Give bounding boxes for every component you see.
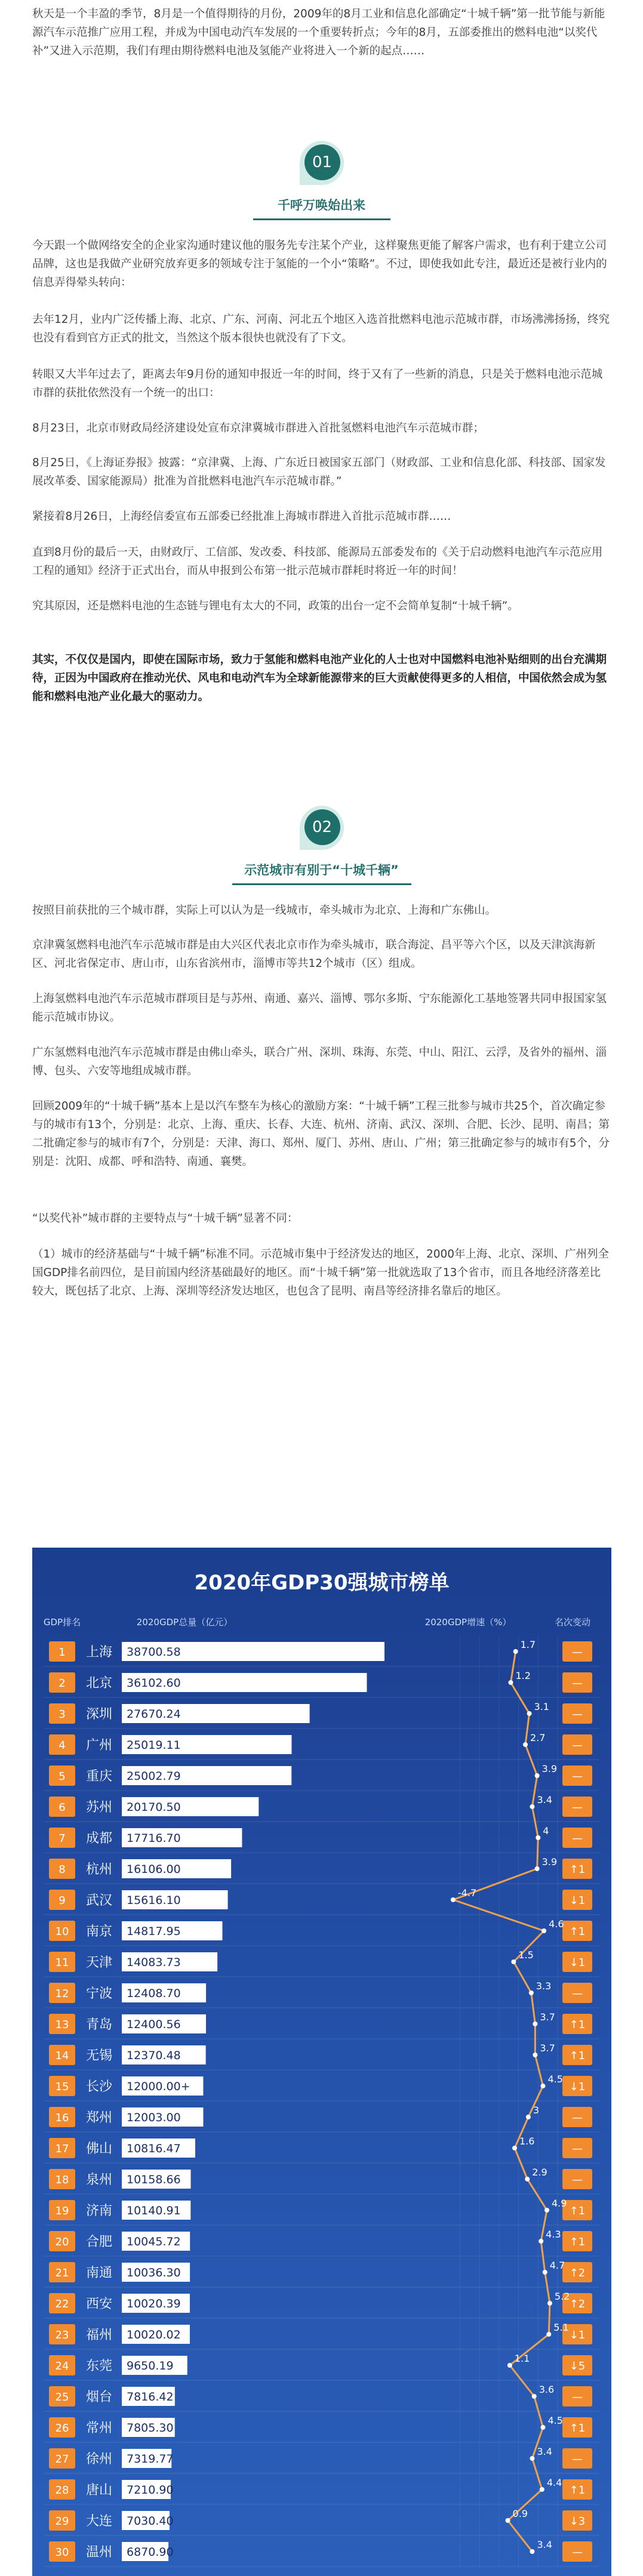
rank-number: 29 xyxy=(55,2515,69,2528)
paragraph: 8月23日，北京市财政局经济建设处宣布京津冀城市群进入首批氢燃料电池汽车示范城市群； xyxy=(32,422,484,435)
city-name: 佛山 xyxy=(85,2141,113,2156)
growth-point xyxy=(507,2363,512,2368)
rank-change: — xyxy=(572,1988,583,2000)
rank-number: 22 xyxy=(55,2298,69,2310)
gdp-value: 36102.60 xyxy=(127,1677,181,1690)
rank-number: 4 xyxy=(59,1739,66,1752)
growth-point xyxy=(542,1928,546,1933)
paragraph: 8月25日，《上海证券报》披露：“京津冀、上海、广东近日被国家五部门（财政部、工业和信息化部、科技部、国家发展改革委、国家能源局）批准为首批燃料电池汽车示范城市群。” xyxy=(32,457,606,488)
city-name: 南京 xyxy=(85,1924,113,1939)
rank-change: ↑2 xyxy=(569,2267,586,2279)
rank-change: ↑1 xyxy=(569,1863,586,1876)
growth-label: -4.7 xyxy=(457,1887,477,1899)
rank-number: 26 xyxy=(55,2422,69,2435)
intro-paragraph: 秋天是一个丰盈的季节，8月是一个值得期待的月份，2009年的8月工业和信息化部确定“十城千辆”第一批节能与新能源汽车示范推广应用工程，并成为中国电动汽车发展的一个重要转折点；今年的8月，五部委推出的燃料电池“以奖代补”又进入示范期，我们有理由期待燃料电池及氢能产业将进入一个新的起点…… xyxy=(32,8,605,57)
growth-label: 5.1 xyxy=(553,2322,569,2333)
city-name: 温州 xyxy=(85,2545,113,2560)
column-header: GDP排名 xyxy=(43,1617,81,1628)
city-name: 南通 xyxy=(85,2266,113,2281)
rank-change: ↑1 xyxy=(569,1925,586,1938)
growth-point xyxy=(533,2053,537,2057)
paragraph: 直到8月份的最后一天，由财政厅、工信部、发改委、科技部、能源局五部委发布的《关于启动燃料电池汽车示范应用工程的通知》经济于正式出台，而从申报到公布第一批示范城市群耗时将近一年的时间！ xyxy=(32,546,603,577)
growth-label: 1.2 xyxy=(515,1670,531,1681)
city-name: 深圳 xyxy=(85,1707,113,1722)
section-header-01 xyxy=(0,141,643,220)
city-name: 泉州 xyxy=(85,2173,113,2187)
growth-label: 0.9 xyxy=(512,2508,528,2519)
growth-label: 3.9 xyxy=(542,1763,558,1774)
growth-point xyxy=(530,2549,534,2554)
gdp-value: 12003.00 xyxy=(127,2111,181,2124)
city-name: 重庆 xyxy=(85,1769,113,1784)
city-name: 无锡 xyxy=(85,2048,113,2063)
rank-change: ↑1 xyxy=(569,2205,586,2217)
gdp-value: 12000.00+ xyxy=(127,2080,190,2093)
column-header: 2020GDP总量（亿元） xyxy=(136,1617,233,1628)
growth-label: 2.9 xyxy=(532,2167,547,2178)
growth-point xyxy=(513,1649,518,1654)
rank-number: 9 xyxy=(59,1894,66,1907)
growth-label: 3.4 xyxy=(537,2446,552,2457)
rank-change: — xyxy=(572,2546,583,2559)
rank-number: 2 xyxy=(59,1677,66,1690)
city-name: 广州 xyxy=(85,1738,113,1753)
growth-point xyxy=(532,2394,537,2399)
rank-change: ↓3 xyxy=(569,2515,586,2528)
section-number: 01 xyxy=(304,144,340,180)
paragraph: 究其原因，还是燃料电池的生态链与锂电有太大的不同，政策的出台一定不会简单复制“十城千辆”。 xyxy=(32,600,519,612)
rank-number: 11 xyxy=(55,1956,69,1969)
growth-point xyxy=(540,2425,545,2430)
rank-number: 6 xyxy=(59,1801,66,1814)
rank-number: 21 xyxy=(55,2267,69,2279)
city-name: 福州 xyxy=(85,2328,113,2343)
rank-change: ↑1 xyxy=(569,2019,586,2031)
rank-change: — xyxy=(572,1646,583,1659)
rank-number: 3 xyxy=(59,1708,66,1721)
rank-number: 5 xyxy=(59,1770,66,1783)
city-name: 唐山 xyxy=(85,2483,113,2498)
growth-label: 4.7 xyxy=(549,2260,565,2271)
rank-number: 13 xyxy=(55,2019,69,2031)
rank-change: — xyxy=(572,1801,583,1814)
paragraph: 今天跟一个做网络安全的企业家沟通时建议他的服务先专注某个产业，这样聚焦更能了解客户需求，也有利于建立公司品牌，这也是我做产业研究放弃更多的领域专注于氢能的一个小“策略”。不过，即使我如此专注，最近还是被行业内的信息弄得晕头转向： xyxy=(32,239,607,289)
growth-label: 4.9 xyxy=(552,2198,567,2209)
gdp-value: 10140.91 xyxy=(127,2204,181,2217)
gdp-value: 12370.48 xyxy=(127,2049,181,2062)
rank-number: 10 xyxy=(55,1925,69,1938)
section-number-badge xyxy=(300,141,344,185)
growth-point xyxy=(533,2022,537,2026)
growth-label: 1.7 xyxy=(520,1639,536,1650)
city-name: 西安 xyxy=(85,2297,113,2312)
gdp-value: 10816.47 xyxy=(127,2142,181,2155)
city-name: 武汉 xyxy=(85,1893,113,1908)
gdp-value: 10020.02 xyxy=(127,2328,181,2341)
growth-point xyxy=(529,1990,534,1995)
city-name: 苏州 xyxy=(85,1800,113,1815)
growth-line xyxy=(453,1651,550,2552)
paragraph: “以奖代补”城市群的主要特点与“十城千辆”显著不同： xyxy=(32,1212,299,1225)
gdp-value: 7816.42 xyxy=(127,2390,174,2404)
gdp-value: 14817.95 xyxy=(127,1925,181,1938)
city-name: 长沙 xyxy=(85,2079,113,2094)
rank-change: ↑1 xyxy=(569,2422,586,2435)
bold-paragraph: 其实，不仅仅是国内，即使在国际市场，致力于氢能和燃料电池产业化的人士也对中国燃料电池补贴细则的出台充满期待，正因为中国政府在推动光伏、风电和电动汽车为全球新能源带来的巨大贡献使得更多的人相信，中国依然会成为氢能和燃料电池产业化最大的驱动力。 xyxy=(32,654,607,703)
growth-point xyxy=(535,1773,540,1778)
growth-label: 3.9 xyxy=(542,1856,558,1868)
growth-point xyxy=(508,1680,513,1685)
rank-number: 30 xyxy=(55,2546,69,2559)
growth-point xyxy=(543,2270,547,2275)
rank-change: — xyxy=(572,2391,583,2404)
growth-point xyxy=(530,1804,534,1809)
paragraph: 广东氢燃料电池汽车示范城市群是由佛山牵头，联合广州、深圳、珠海、东莞、中山、阳江、云浮，及省外的福州、淄博、包头、六安等地组成城市群。 xyxy=(32,1046,607,1077)
rank-change: — xyxy=(572,2143,583,2155)
growth-label: 2.7 xyxy=(530,1732,546,1743)
growth-label: 4.6 xyxy=(549,1918,564,1930)
growth-label: 5.2 xyxy=(554,2291,570,2302)
rank-change: ↓1 xyxy=(569,1894,586,1907)
city-name: 徐州 xyxy=(85,2452,113,2467)
rank-number: 20 xyxy=(55,2236,69,2248)
rank-change: — xyxy=(572,1770,583,1783)
growth-label: 4.5 xyxy=(547,2073,563,2085)
growth-label: 3.7 xyxy=(540,2042,555,2054)
growth-point xyxy=(451,1897,456,1902)
city-name: 天津 xyxy=(85,1955,113,1970)
growth-point xyxy=(523,1742,528,1747)
column-header: 2020GDP增速（%） xyxy=(424,1617,512,1628)
section-title: 示范城市有别于“十城千辆” xyxy=(244,863,399,877)
city-name: 东莞 xyxy=(85,2359,113,2374)
gdp-ranking-chart xyxy=(32,1548,611,2576)
gdp-value: 16106.00 xyxy=(127,1863,181,1876)
growth-label: 3.4 xyxy=(537,2539,552,2550)
growth-label: 4 xyxy=(543,1825,549,1837)
gdp-value: 7210.90 xyxy=(127,2483,174,2497)
rank-change: — xyxy=(572,1832,583,1845)
growth-point xyxy=(506,2518,510,2523)
section-title: 千呼万唤始出来 xyxy=(278,198,365,212)
growth-label: 4.5 xyxy=(547,2415,563,2426)
rank-number: 18 xyxy=(55,2174,69,2186)
rank-change: ↓1 xyxy=(569,2329,586,2341)
rank-change: — xyxy=(572,1739,583,1752)
growth-point xyxy=(511,1959,516,1964)
city-name: 大连 xyxy=(85,2514,113,2529)
growth-point xyxy=(540,2487,544,2492)
paragraph: 紧接着8月26日，上海经信委宣布五部委已经批准上海城市群进入首批示范城市群…… xyxy=(32,510,451,523)
city-name: 杭州 xyxy=(85,1862,113,1877)
growth-label: 1.1 xyxy=(514,2353,530,2364)
gdp-value: 10020.39 xyxy=(127,2297,181,2310)
growth-point xyxy=(546,2332,551,2337)
growth-label: 3.4 xyxy=(537,1794,552,1805)
paragraph: 去年12月，业内广泛传播上海、北京、广东、河南、河北五个地区入选首批燃料电池示范城市群，市场沸沸扬扬，终究也没有看到官方正式的批文，当然这个版本很快也就没有了下文。 xyxy=(32,313,610,344)
gdp-value: 12408.70 xyxy=(127,1987,181,2000)
rank-number: 19 xyxy=(55,2205,69,2217)
city-name: 合肥 xyxy=(85,2235,113,2250)
growth-label: 3 xyxy=(533,2104,540,2116)
growth-point xyxy=(544,2208,549,2213)
column-header: 名次变动 xyxy=(554,1617,591,1628)
chart-title: 2020年GDP30强城市榜单 xyxy=(194,1571,450,1595)
growth-label: 4.4 xyxy=(546,2477,562,2488)
paragraph: 上海氢燃料电池汽车示范城市群项目是与苏州、南通、嘉兴、淄博、鄂尔多斯、宁东能源化工基地签署共同申报国家氢能示范城市协议。 xyxy=(32,993,607,1024)
title-underline xyxy=(232,883,411,885)
growth-point xyxy=(539,2239,543,2244)
city-name: 宁波 xyxy=(85,1986,113,2001)
rank-number: 25 xyxy=(55,2391,69,2404)
growth-label: 4.3 xyxy=(546,2229,561,2240)
rank-change: ↓1 xyxy=(569,2081,586,2093)
chart-svg xyxy=(32,1548,611,2576)
city-name: 烟台 xyxy=(85,2390,113,2405)
rank-change: — xyxy=(572,2112,583,2124)
rank-change: ↑2 xyxy=(569,2298,586,2310)
growth-point xyxy=(526,2115,531,2119)
gdp-value: 20170.50 xyxy=(127,1801,181,1814)
gdp-value: 9650.19 xyxy=(127,2359,174,2372)
rank-change: — xyxy=(572,2453,583,2466)
gdp-value: 12400.56 xyxy=(127,2018,181,2031)
paragraph: 回顾2009年的“十城千辆”基本上是以汽车整车为核心的激励方案：“十城千辆”工程三批参与城市共25个，首次确定参与的城市有13个，分别是：北京、上海、重庆、长春、大连、杭州、济南、武汉、深圳、合肥、长沙、昆明、南昌；第二批确定参与的城市有7个，分别是：天津、海口、郑州、厦门、苏州、唐山、广州；第三批确定参与的城市有5个，分别是：沈阳、成都、呼和浩特、南通、襄樊。 xyxy=(32,1100,610,1168)
gdp-value: 7030.40 xyxy=(127,2515,174,2528)
gdp-value: 15616.10 xyxy=(127,1894,181,1907)
paragraph: （1）城市的经济基础与“十城千辆”标准不同。示范城市集中于经济发达的地区，2000年上海、北京、深圳、广州列全国GDP排名前四位，是目前国内经济基础最好的地区。而“十城千辆”第一批就选取了13个省市，而且各地经济落差比较大，既包括了北京、上海、深圳等经济发达地区，也包含了昆明、南昌等经济排名靠后的地区。 xyxy=(32,1248,610,1298)
rank-number: 7 xyxy=(59,1832,66,1845)
rank-number: 24 xyxy=(55,2360,69,2372)
gdp-value: 7319.77 xyxy=(127,2452,174,2466)
rank-number: 15 xyxy=(55,2081,69,2093)
growth-point xyxy=(527,1711,532,1716)
gdp-value: 7805.30 xyxy=(127,2421,174,2435)
city-name: 郑州 xyxy=(85,2110,113,2125)
gdp-value: 25002.79 xyxy=(127,1770,181,1783)
growth-point xyxy=(536,1835,540,1840)
rank-change: — xyxy=(572,2174,583,2186)
growth-label: 3.7 xyxy=(540,2011,555,2023)
city-name: 北京 xyxy=(85,1676,113,1691)
growth-point xyxy=(512,2146,517,2150)
gdp-value: 17716.70 xyxy=(127,1832,181,1845)
section-number-badge xyxy=(300,806,344,850)
city-name: 济南 xyxy=(85,2204,113,2218)
paragraph: 转眼又大半年过去了，距离去年9月份的通知申报近一年的时间，终于又有了一些新的消息，只是关于燃料电池示范城市群的获批依然没有一个统一的出口： xyxy=(32,368,603,399)
paragraph: 京津冀氢燃料电池汽车示范城市群是由大兴区代表北京市作为牵头城市，联合海淀、昌平等六个区，以及天津滨海新区、河北省保定市、唐山市，山东省滨州市，淄博市等共12个城市（区）组成。 xyxy=(32,939,596,970)
gdp-value: 10036.30 xyxy=(127,2266,181,2279)
growth-label: 3.3 xyxy=(536,1980,552,1992)
growth-label: 1.5 xyxy=(518,1949,534,1961)
growth-label: 3.1 xyxy=(534,1701,549,1712)
rank-change: ↓5 xyxy=(569,2360,586,2372)
rank-change: — xyxy=(572,1708,583,1721)
city-name: 青岛 xyxy=(85,2017,113,2032)
growth-point xyxy=(547,2301,552,2306)
growth-label: 1.6 xyxy=(519,2136,535,2147)
city-name: 成都 xyxy=(85,1831,113,1846)
rank-number: 27 xyxy=(55,2453,69,2466)
rank-number: 12 xyxy=(55,1988,69,2000)
gdp-value: 10045.72 xyxy=(127,2235,181,2248)
growth-point xyxy=(530,2456,534,2461)
city-name: 常州 xyxy=(85,2421,113,2436)
section-number: 02 xyxy=(304,809,340,845)
rank-number: 1 xyxy=(59,1646,66,1659)
rank-change: — xyxy=(572,1677,583,1690)
rank-number: 16 xyxy=(55,2112,69,2124)
rank-change: ↑1 xyxy=(569,2236,586,2248)
growth-point xyxy=(535,1866,540,1871)
city-name: 上海 xyxy=(85,1645,113,1660)
growth-point xyxy=(540,2084,545,2088)
rank-number: 14 xyxy=(55,2050,69,2062)
gdp-value: 25019.11 xyxy=(127,1739,181,1752)
paragraph: 按照目前获批的三个城市群，实际上可以认为是一线城市，牵头城市为北京、上海和广东佛山。 xyxy=(32,904,497,917)
gdp-value: 38700.58 xyxy=(127,1646,181,1659)
gdp-value: 27670.24 xyxy=(127,1708,181,1721)
rank-number: 17 xyxy=(55,2143,69,2155)
growth-point xyxy=(525,2177,530,2181)
gdp-value: 14083.73 xyxy=(127,1956,181,1969)
rank-number: 23 xyxy=(55,2329,69,2341)
title-underline xyxy=(253,218,390,220)
gdp-value: 10158.66 xyxy=(127,2173,181,2186)
rank-number: 28 xyxy=(55,2484,69,2497)
gdp-value: 6870.90 xyxy=(127,2546,174,2559)
rank-change: ↓1 xyxy=(569,1956,586,1969)
rank-change: ↑1 xyxy=(569,2050,586,2062)
rank-number: 8 xyxy=(59,1863,66,1876)
section-header-02 xyxy=(0,806,643,885)
growth-label: 3.6 xyxy=(539,2384,555,2395)
rank-change: ↑1 xyxy=(569,2484,586,2497)
